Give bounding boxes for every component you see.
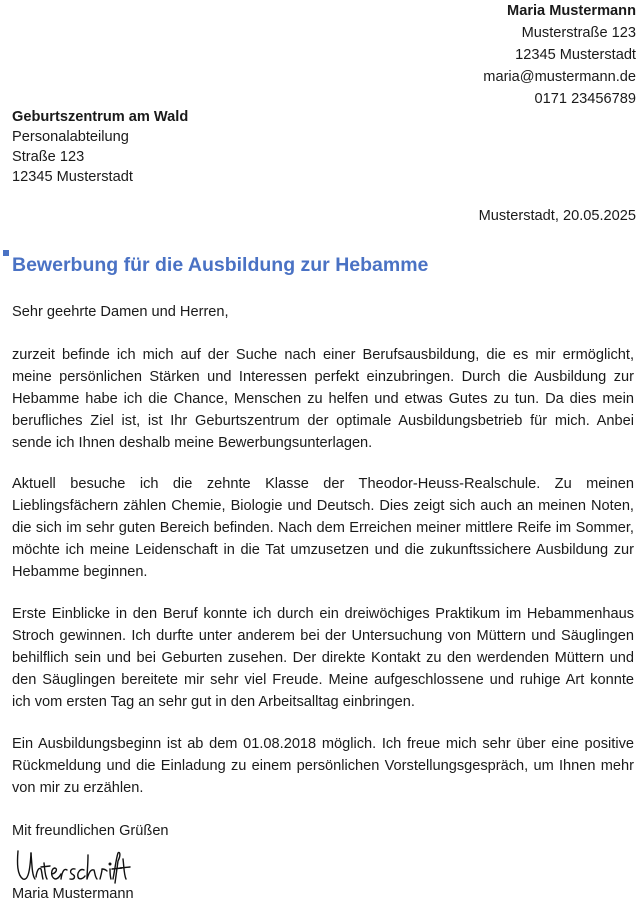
body-paragraph: Ein Ausbildungsbeginn ist ab dem 01.08.2018 möglich. Ich freue mich sehr über eine positive Rückmeldung und die Einladung zu einem persönlichen Vorstellungsgespräch, um Ihnen mehr von mir zu erzählen. [12, 736, 634, 796]
recipient-organization: Geburtszentrum am Wald [12, 109, 189, 125]
date-line: Musterstadt, 20.05.2025 [478, 208, 636, 224]
closing-line: Mit freundlichen Grüßen [12, 823, 169, 839]
body-paragraph: zurzeit befinde ich mich auf der Suche nach einer Berufsausbildung, die es mir ermöglicht, meine persönlichen Stärken und Interessen perfekt einzubringen. Durch die Ausbildung zur Hebamme habe ich die Chance, Menschen zu helfen und etwas Gutes zu tun. Da dies mein berufliches Ziel ist, ist Ihr Geburtszentrum der optimale Ausbildungsbetrieb für mich. Anbei sende ich Ihnen deshalb meine Bewerbungsunterlagen. [12, 347, 634, 451]
sender-city: 12345 Musterstadt [515, 47, 636, 63]
sender-street: Musterstraße 123 [521, 25, 636, 41]
sender-address-block [483, 0, 636, 110]
recipient-city: 12345 Musterstadt [12, 169, 133, 185]
sender-phone: 0171 23456789 [534, 91, 636, 107]
subject-marker [3, 250, 9, 256]
recipient-street: Straße 123 [12, 149, 85, 165]
recipient-department: Personalabteilung [12, 129, 129, 145]
sender-name: Maria Mustermann [507, 3, 636, 19]
handwritten-signature [14, 843, 134, 885]
recipient-address-block [12, 107, 188, 187]
body-paragraph: Erste Einblicke in den Beruf konnte ich durch ein dreiwöchiges Praktikum im Hebammenhaus Stroch gewinnen. Ich durfte unter anderem bei der Untersuchung von Müttern und Säuglingen behilflich sein und bei Geburten zusehen. Der direkte Kontakt zu den werdenden Müttern und den Säuglingen bereitete mir sehr viel Freude. Meine aufgeschlossene und ruhige Art konnte ich vom ersten Tag an sehr gut in den Arbeitsalltag einbringen. [12, 606, 634, 710]
salutation: Sehr geehrte Damen und Herren, [12, 304, 229, 320]
subject-heading: Bewerbung für die Ausbildung zur Hebamme [12, 254, 429, 276]
signer-name: Maria Mustermann [12, 886, 134, 902]
sender-email: maria@mustermann.de [483, 69, 636, 85]
body-paragraph: Aktuell besuche ich die zehnte Klasse der Theodor-Heuss-Realschule. Zu meinen Lieblingsfächern zählen Chemie, Biologie und Deutsch. Dies zeigt sich auch an meinen Noten, die sich im sehr guten Bereich befinden. Nach dem Erreichen meiner mittlere Reife im Sommer, möchte ich meine Leidenschaft in die Tat umzusetzen und die zukunftssichere Ausbildung zur Hebamme beginnen. [12, 476, 634, 580]
